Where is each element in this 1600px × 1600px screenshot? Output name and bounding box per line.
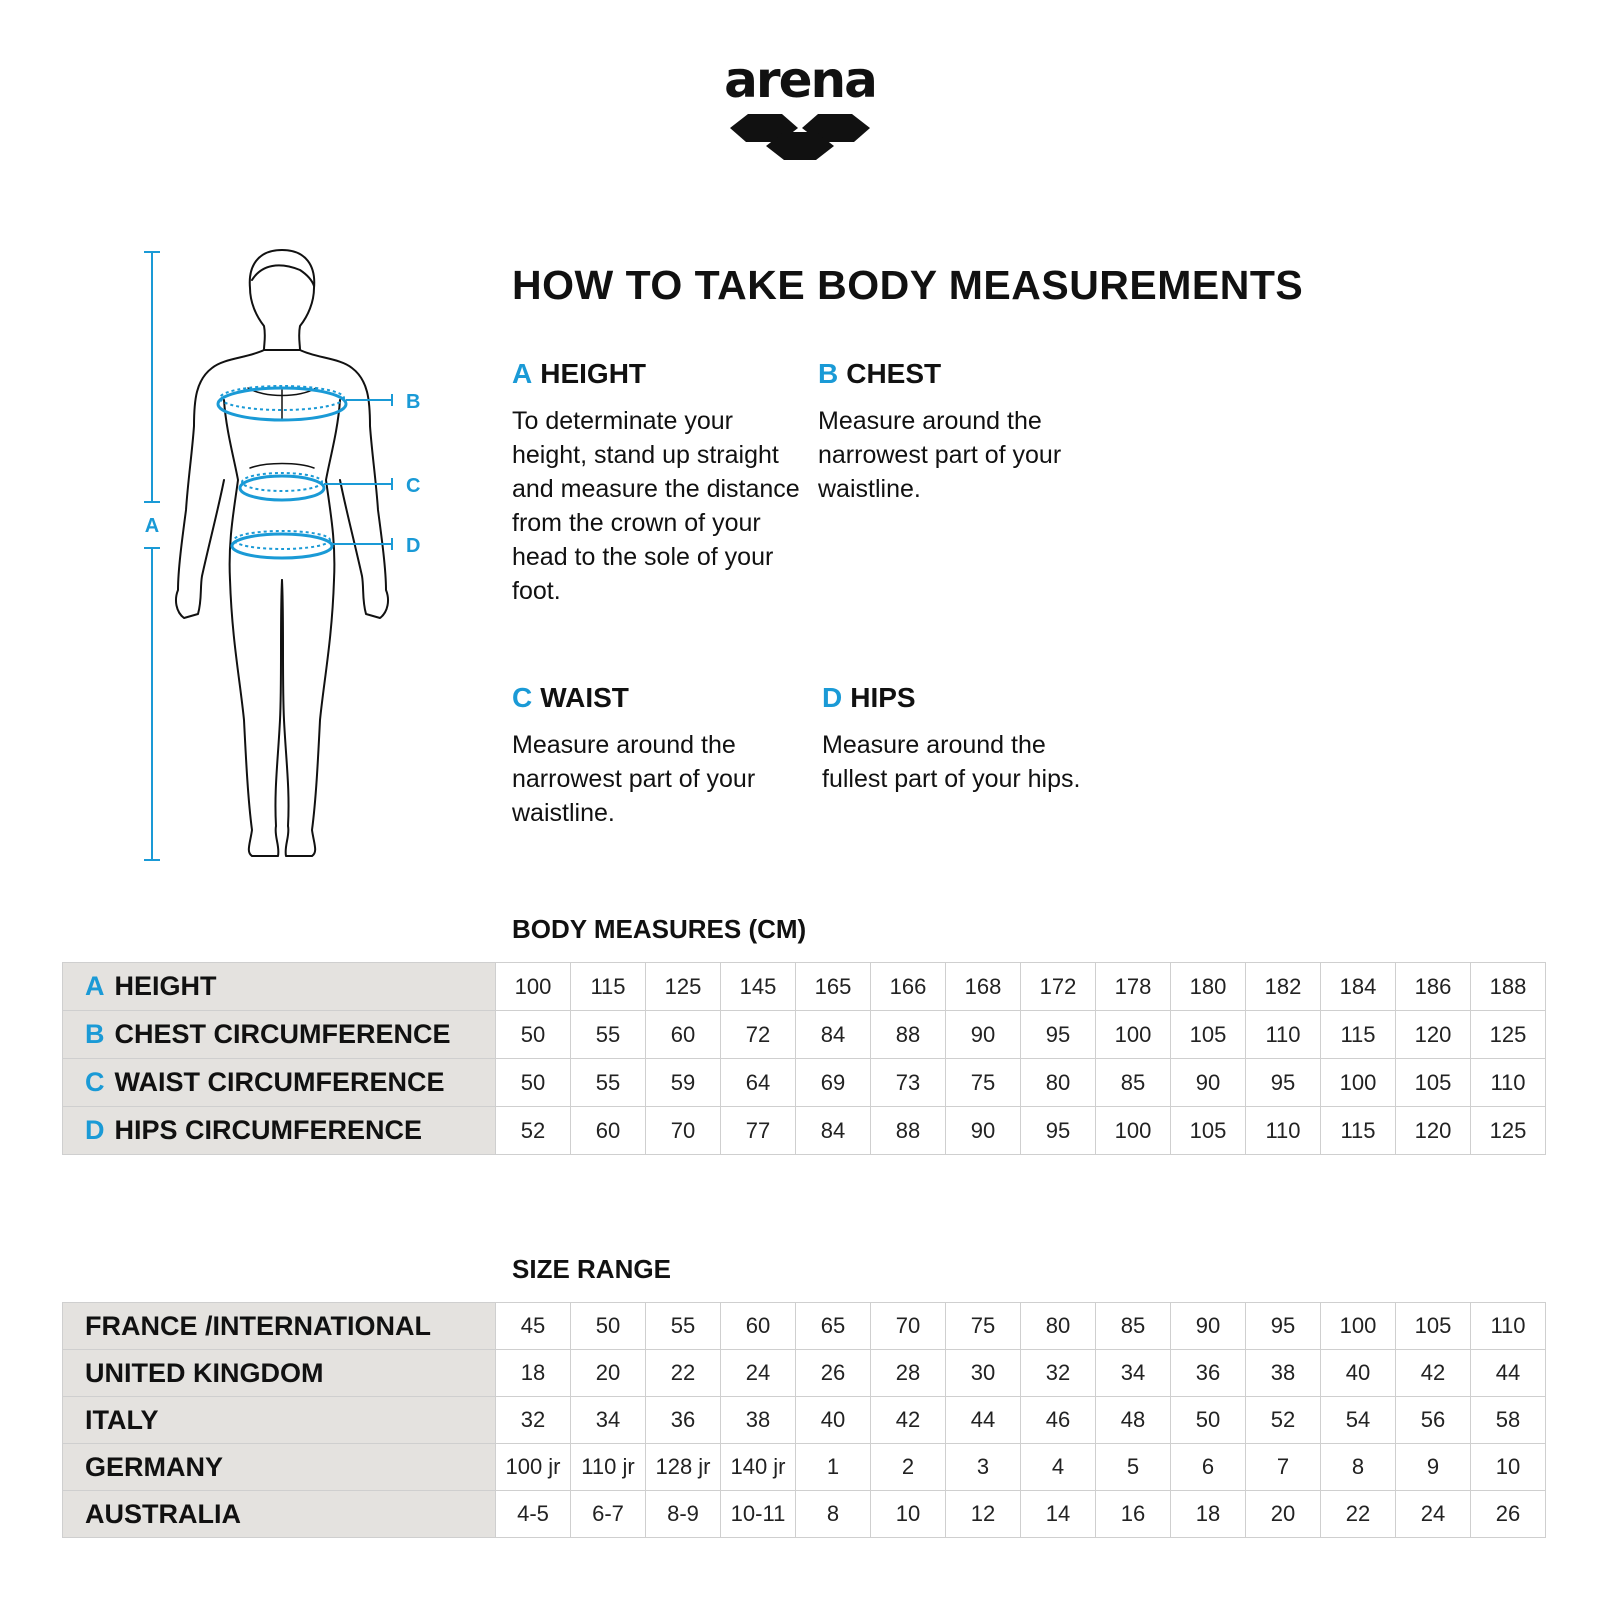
table-cell: 184 xyxy=(1321,963,1396,1011)
instruction-height xyxy=(512,358,802,608)
table-cell: 20 xyxy=(1246,1491,1321,1538)
table-cell: 166 xyxy=(871,963,946,1011)
table-row xyxy=(63,1397,1546,1444)
table-cell: 80 xyxy=(1021,1303,1096,1350)
instruction-heading: HEIGHT xyxy=(540,358,647,389)
table-cell: 165 xyxy=(796,963,871,1011)
table-cell: 4-5 xyxy=(496,1491,571,1538)
table-cell: 55 xyxy=(571,1011,646,1059)
table-cell: 84 xyxy=(796,1107,871,1155)
table-cell: 10 xyxy=(871,1491,946,1538)
body-measures-body xyxy=(63,963,1546,1155)
body-outline xyxy=(176,250,388,856)
table-cell: 120 xyxy=(1396,1107,1471,1155)
table-cell: 50 xyxy=(571,1303,646,1350)
row-header xyxy=(63,1011,496,1059)
label-a: A xyxy=(144,515,160,537)
table-cell: 26 xyxy=(1471,1491,1546,1538)
body-measures-title: BODY MEASURES (CM) xyxy=(512,914,807,944)
instruction-chest xyxy=(818,358,1108,506)
table-cell: 6 xyxy=(1171,1444,1246,1491)
table-cell: 50 xyxy=(496,1011,571,1059)
size-range-table xyxy=(62,1302,1546,1538)
table-cell: 52 xyxy=(496,1107,571,1155)
table-cell: 30 xyxy=(946,1350,1021,1397)
table-cell: 32 xyxy=(1021,1350,1096,1397)
table-cell: 50 xyxy=(1171,1397,1246,1444)
table-cell: 110 jr xyxy=(571,1444,646,1491)
table-cell: 46 xyxy=(1021,1397,1096,1444)
table-cell: 90 xyxy=(1171,1059,1246,1107)
row-header xyxy=(63,1491,496,1538)
table-cell: 115 xyxy=(1321,1107,1396,1155)
table-cell: 85 xyxy=(1096,1059,1171,1107)
measurement-rings xyxy=(218,386,392,558)
row-header xyxy=(63,1107,496,1155)
row-letter: A xyxy=(85,971,105,1001)
table-cell: 100 xyxy=(1321,1059,1396,1107)
row-label: CHEST CIRCUMFERENCE xyxy=(114,1019,451,1049)
table-cell: 100 xyxy=(1096,1107,1171,1155)
table-cell: 125 xyxy=(1471,1107,1546,1155)
table-cell: 8 xyxy=(796,1491,871,1538)
table-cell: 55 xyxy=(571,1059,646,1107)
table-cell: 38 xyxy=(721,1397,796,1444)
table-cell: 73 xyxy=(871,1059,946,1107)
table-cell: 42 xyxy=(1396,1350,1471,1397)
table-cell: 128 jr xyxy=(646,1444,721,1491)
table-cell: 188 xyxy=(1471,963,1546,1011)
table-cell: 24 xyxy=(721,1350,796,1397)
table-cell: 182 xyxy=(1246,963,1321,1011)
table-cell: 8 xyxy=(1321,1444,1396,1491)
row-label: HEIGHT xyxy=(114,971,217,1001)
table-cell: 10 xyxy=(1471,1444,1546,1491)
size-range-title: SIZE RANGE xyxy=(512,1254,671,1284)
height-scale xyxy=(144,252,160,860)
label-d: D xyxy=(406,535,421,557)
instruction-letter: A xyxy=(512,358,533,389)
diamond-logo-icon xyxy=(730,110,870,162)
instruction-heading: WAIST xyxy=(540,682,629,713)
table-cell: 125 xyxy=(646,963,721,1011)
table-row xyxy=(63,1011,1546,1059)
table-cell: 50 xyxy=(496,1059,571,1107)
table-cell: 110 xyxy=(1246,1011,1321,1059)
table-cell: 56 xyxy=(1396,1397,1471,1444)
table-cell: 14 xyxy=(1021,1491,1096,1538)
table-cell: 60 xyxy=(646,1011,721,1059)
instruction-heading: HIPS xyxy=(850,682,916,713)
table-cell: 70 xyxy=(646,1107,721,1155)
row-header xyxy=(63,1059,496,1107)
table-cell: 18 xyxy=(1171,1491,1246,1538)
table-cell: 75 xyxy=(946,1059,1021,1107)
row-label: GERMANY xyxy=(85,1451,224,1482)
table-cell: 180 xyxy=(1171,963,1246,1011)
table-cell: 120 xyxy=(1396,1011,1471,1059)
table-row xyxy=(63,963,1546,1011)
table-cell: 1 xyxy=(796,1444,871,1491)
table-cell: 7 xyxy=(1246,1444,1321,1491)
label-c: C xyxy=(406,475,421,497)
size-range-body xyxy=(63,1303,1546,1538)
table-cell: 115 xyxy=(1321,1011,1396,1059)
instruction-text: To determinate your height, stand up straight and measure the distance from the crown of your head to the sole of your foot. xyxy=(512,407,800,605)
table-cell: 88 xyxy=(871,1107,946,1155)
row-header xyxy=(63,1303,496,1350)
page-title: HOW TO TAKE BODY MEASUREMENTS xyxy=(512,262,1304,308)
body-figure xyxy=(130,240,450,880)
table-cell: 8-9 xyxy=(646,1491,721,1538)
table-cell: 60 xyxy=(721,1303,796,1350)
table-cell: 18 xyxy=(496,1350,571,1397)
table-cell: 105 xyxy=(1396,1059,1471,1107)
table-cell: 38 xyxy=(1246,1350,1321,1397)
arena-logo xyxy=(720,52,880,172)
table-cell: 16 xyxy=(1096,1491,1171,1538)
table-cell: 44 xyxy=(946,1397,1021,1444)
row-letter: B xyxy=(85,1019,105,1049)
table-cell: 168 xyxy=(946,963,1021,1011)
body-measures-table xyxy=(62,962,1546,1155)
instruction-text: Measure around the fullest part of your hips. xyxy=(822,731,1081,793)
table-cell: 54 xyxy=(1321,1397,1396,1444)
table-cell: 58 xyxy=(1471,1397,1546,1444)
row-label: ITALY xyxy=(85,1404,159,1435)
table-cell: 140 jr xyxy=(721,1444,796,1491)
table-row xyxy=(63,1444,1546,1491)
table-row xyxy=(63,1350,1546,1397)
table-cell: 110 xyxy=(1471,1059,1546,1107)
table-cell: 115 xyxy=(571,963,646,1011)
table-cell: 6-7 xyxy=(571,1491,646,1538)
label-b: B xyxy=(406,391,421,413)
table-cell: 3 xyxy=(946,1444,1021,1491)
table-row xyxy=(63,1059,1546,1107)
table-cell: 186 xyxy=(1396,963,1471,1011)
table-cell: 40 xyxy=(796,1397,871,1444)
table-cell: 90 xyxy=(1171,1303,1246,1350)
table-cell: 100 jr xyxy=(496,1444,571,1491)
table-cell: 36 xyxy=(646,1397,721,1444)
row-label: FRANCE /INTERNATIONAL xyxy=(85,1310,431,1341)
instruction-waist xyxy=(512,682,802,830)
row-letter: C xyxy=(85,1067,105,1097)
table-cell: 85 xyxy=(1096,1303,1171,1350)
table-cell: 22 xyxy=(1321,1491,1396,1538)
table-cell: 69 xyxy=(796,1059,871,1107)
table-row xyxy=(63,1303,1546,1350)
table-cell: 36 xyxy=(1171,1350,1246,1397)
table-cell: 20 xyxy=(571,1350,646,1397)
table-cell: 60 xyxy=(571,1107,646,1155)
table-cell: 105 xyxy=(1171,1107,1246,1155)
table-cell: 110 xyxy=(1471,1303,1546,1350)
table-row xyxy=(63,1107,1546,1155)
instruction-letter: D xyxy=(822,682,843,713)
table-cell: 44 xyxy=(1471,1350,1546,1397)
table-cell: 110 xyxy=(1246,1107,1321,1155)
row-label: AUSTRALIA xyxy=(85,1498,241,1529)
table-cell: 34 xyxy=(571,1397,646,1444)
table-cell: 95 xyxy=(1021,1107,1096,1155)
table-cell: 65 xyxy=(796,1303,871,1350)
table-cell: 90 xyxy=(946,1011,1021,1059)
table-cell: 100 xyxy=(1321,1303,1396,1350)
table-cell: 75 xyxy=(946,1303,1021,1350)
table-cell: 26 xyxy=(796,1350,871,1397)
table-cell: 125 xyxy=(1471,1011,1546,1059)
table-row xyxy=(63,1491,1546,1538)
table-cell: 32 xyxy=(496,1397,571,1444)
table-cell: 95 xyxy=(1246,1059,1321,1107)
table-cell: 145 xyxy=(721,963,796,1011)
table-cell: 100 xyxy=(1096,1011,1171,1059)
table-cell: 95 xyxy=(1246,1303,1321,1350)
table-cell: 100 xyxy=(496,963,571,1011)
table-cell: 72 xyxy=(721,1011,796,1059)
instruction-letter: C xyxy=(512,682,533,713)
table-cell: 80 xyxy=(1021,1059,1096,1107)
table-cell: 45 xyxy=(496,1303,571,1350)
row-header xyxy=(63,1444,496,1491)
table-cell: 40 xyxy=(1321,1350,1396,1397)
table-cell: 52 xyxy=(1246,1397,1321,1444)
table-cell: 22 xyxy=(646,1350,721,1397)
instruction-text: Measure around the narrowest part of your waistline. xyxy=(818,407,1062,503)
row-label: HIPS CIRCUMFERENCE xyxy=(114,1115,423,1145)
table-cell: 64 xyxy=(721,1059,796,1107)
table-cell: 24 xyxy=(1396,1491,1471,1538)
logo-wordmark: arena xyxy=(724,51,876,109)
row-header xyxy=(63,1350,496,1397)
table-cell: 178 xyxy=(1096,963,1171,1011)
instruction-letter: B xyxy=(818,358,839,389)
table-cell: 90 xyxy=(946,1107,1021,1155)
table-cell: 55 xyxy=(646,1303,721,1350)
table-cell: 172 xyxy=(1021,963,1096,1011)
table-cell: 84 xyxy=(796,1011,871,1059)
table-cell: 9 xyxy=(1396,1444,1471,1491)
table-cell: 88 xyxy=(871,1011,946,1059)
table-cell: 95 xyxy=(1021,1011,1096,1059)
row-letter: D xyxy=(85,1115,105,1145)
row-label: UNITED KINGDOM xyxy=(85,1357,324,1388)
row-header xyxy=(63,963,496,1011)
table-cell: 28 xyxy=(871,1350,946,1397)
table-cell: 2 xyxy=(871,1444,946,1491)
table-cell: 10-11 xyxy=(721,1491,796,1538)
table-cell: 105 xyxy=(1171,1011,1246,1059)
table-cell: 4 xyxy=(1021,1444,1096,1491)
table-cell: 48 xyxy=(1096,1397,1171,1444)
table-cell: 34 xyxy=(1096,1350,1171,1397)
table-cell: 5 xyxy=(1096,1444,1171,1491)
instruction-hips xyxy=(822,682,1112,796)
table-cell: 59 xyxy=(646,1059,721,1107)
row-header xyxy=(63,1397,496,1444)
table-cell: 12 xyxy=(946,1491,1021,1538)
instruction-text: Measure around the narrowest part of your waistline. xyxy=(512,731,756,827)
table-cell: 42 xyxy=(871,1397,946,1444)
table-cell: 70 xyxy=(871,1303,946,1350)
table-cell: 105 xyxy=(1396,1303,1471,1350)
instruction-heading: CHEST xyxy=(846,358,942,389)
table-cell: 77 xyxy=(721,1107,796,1155)
row-label: WAIST CIRCUMFERENCE xyxy=(114,1067,445,1097)
